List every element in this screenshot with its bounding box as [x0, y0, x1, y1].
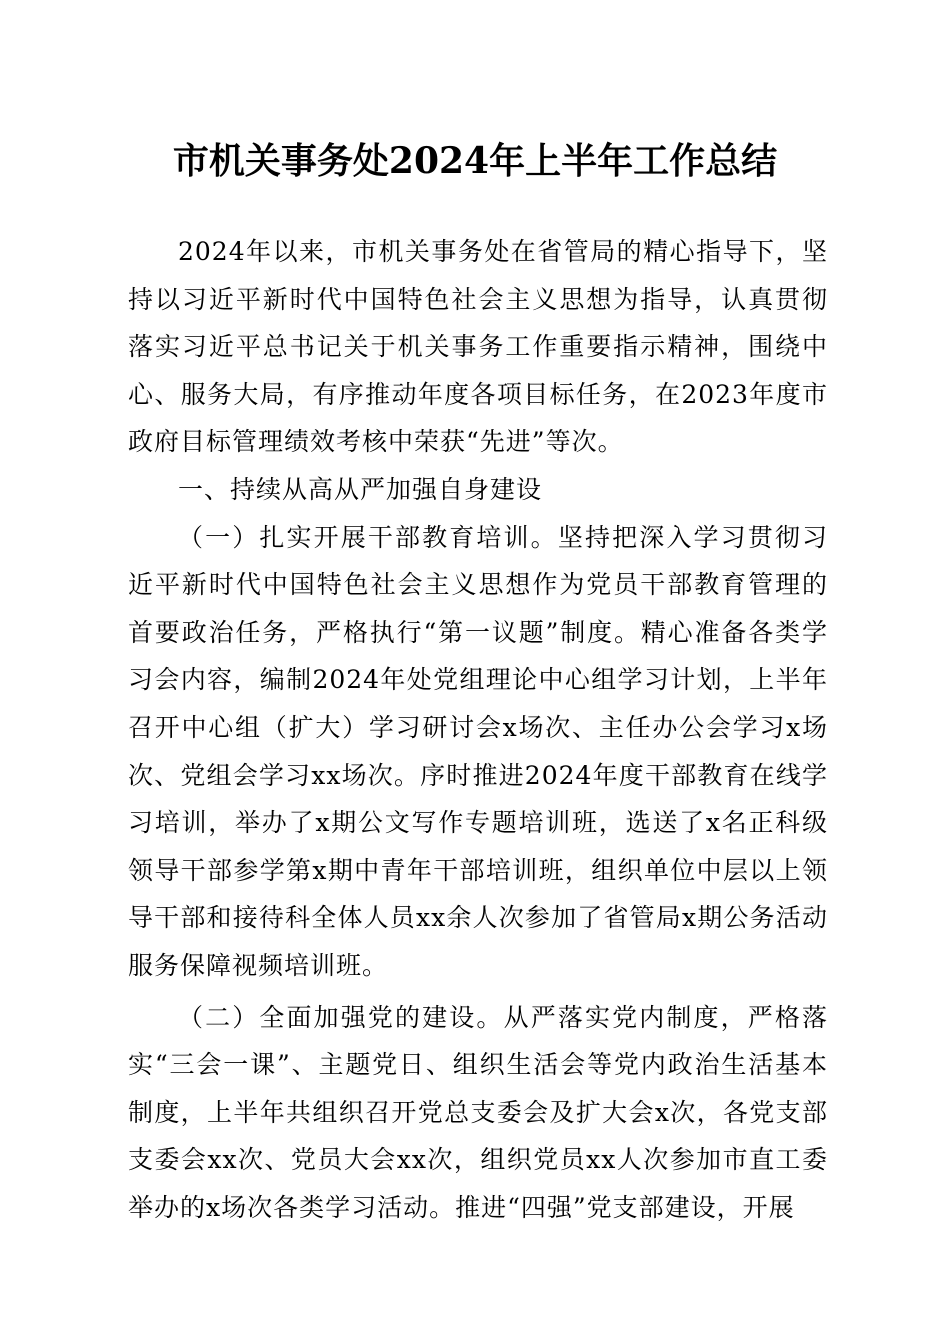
document-title: 市机关事务处2024年上半年工作总结 [172, 140, 778, 182]
subsection-paragraph-2 [128, 994, 828, 1232]
document-body [128, 228, 828, 1231]
subsection-paragraph-1 [128, 514, 828, 990]
subsection-heading: （二）全面加强党的建设。 [178, 1002, 504, 1032]
subsection-heading: （一）扎实开展干部教育培训。 [178, 522, 558, 552]
subsection-text: 从严落实党内制度，严格落实“三会一课”、主题党日、组织生活会等党内政治生活基本制度，上半年共组织召开党总支委会及扩大会x次，各党支部支委会xx次、党员大会xx次，组织党员xx人次参加市直工委举办的x场次各类学习活动。推进“四强”党支部建设，开展 [128, 1002, 828, 1222]
subsection-text: 坚持把深入学习贯彻习近平新时代中国特色社会主义思想作为党员干部教育管理的首要政治任务，严格执行“第一议题”制度。精心准备各类学习会内容，编制2024年处党组理论中心组学习计划，上半年召开中心组（扩大）学习研讨会x场次、主任办公会学习x场次、党组会学习xx场次。序时推进2024年度干部教育在线学习培训，举办了x期公文写作专题培训班，选送了x名正科级领导干部参学第x期中青年干部培训班，组织单位中层以上领导干部和接待科全体人员xx余人次参加了省管局x期公务活动服务保障视频培训班。 [128, 522, 828, 980]
section-heading: 一、持续从高从严加强自身建设 [178, 474, 543, 504]
intro-paragraph: 2024年以来，市机关事务处在省管局的精心指导下，坚持以习近平新时代中国特色社会主义思想为指导，认真贯彻落实习近平总书记关于机关事务工作重要指示精神，围绕中心、服务大局，有序推动年度各项目标任务，在2023年度市政府目标管理绩效考核中荣获“先进”等次。 [128, 237, 828, 457]
